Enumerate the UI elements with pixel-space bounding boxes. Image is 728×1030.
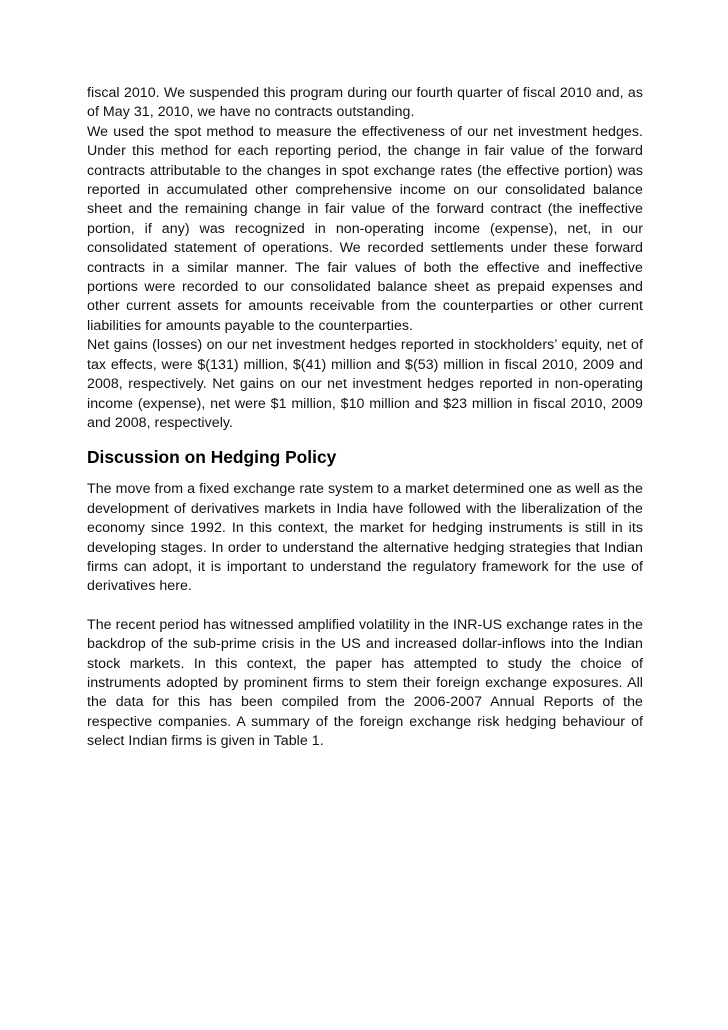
paragraph-hedge-program-suspension: fiscal 2010. We suspended this program during our fourth quarter of fiscal 2010 and, as of May 31, 2010, we have no contracts outstanding. <box>87 85 643 121</box>
page-content <box>87 84 643 752</box>
paragraph-recent-volatility: The recent period has witnessed amplified volatility in the INR-US exchange rates in the backdrop of the sub-prime crisis in the US and increased dollar-inflows into the Indian stock markets. In this context, the paper has attempted to study the choice of instruments adopted by prominent firms to stem their foreign exchange exposures. All the data for this has been compiled from the 2006-2007 Annual Reports of the respective companies. A summary of the foreign exchange risk hedging behaviour of select Indian firms is given in Table 1. <box>87 616 643 750</box>
paragraph-net-gains-losses: Net gains (losses) on our net investment hedges reported in stockholders’ equity, net of tax effects, were $(131) million, $(41) million and $(53) million in fiscal 2010, 2009 and 2008, respectively. Net gains on our net investment hedges reported in non-operating income (expense), net were $1 million, $10 million and $23 million in fiscal 2010, 2009 and 2008, respectively. <box>87 337 643 431</box>
paragraph-spot-method: We used the spot method to measure the effectiveness of our net investment hedges. Under this method for each reporting period, the change in fair value of the forward contracts attributable to the changes in spot exchange rates (the effective portion) was reported in accumulated other comprehensive income on our consolidated balance sheet and the remaining change in fair value of the forward contract (the ineffective portion, if any) was recognized in non-operating income (expense), net, in our consolidated statement of operations. We recorded settlements under these forward contracts in a similar manner. The fair values of both the effective and ineffective portions were recorded to our consolidated balance sheet as prepaid expenses and other current assets for amounts receivable from the counterparties or other current liabilities for amounts payable to the counterparties. <box>87 123 643 334</box>
section-heading-hedging-policy: Discussion on Hedging Policy <box>87 447 337 468</box>
paragraph-exchange-rate-system: The move from a fixed exchange rate system to a market determined one as well as the development of derivatives markets in India have followed with the liberalization of the economy since 1992. In this context, the market for hedging instruments is still in its developing stages. In order to understand the alternative hedging strategies that Indian firms can adopt, it is important to understand the regulatory framework for the use of derivatives here. <box>87 481 643 595</box>
paragraph-spacer <box>87 597 643 616</box>
